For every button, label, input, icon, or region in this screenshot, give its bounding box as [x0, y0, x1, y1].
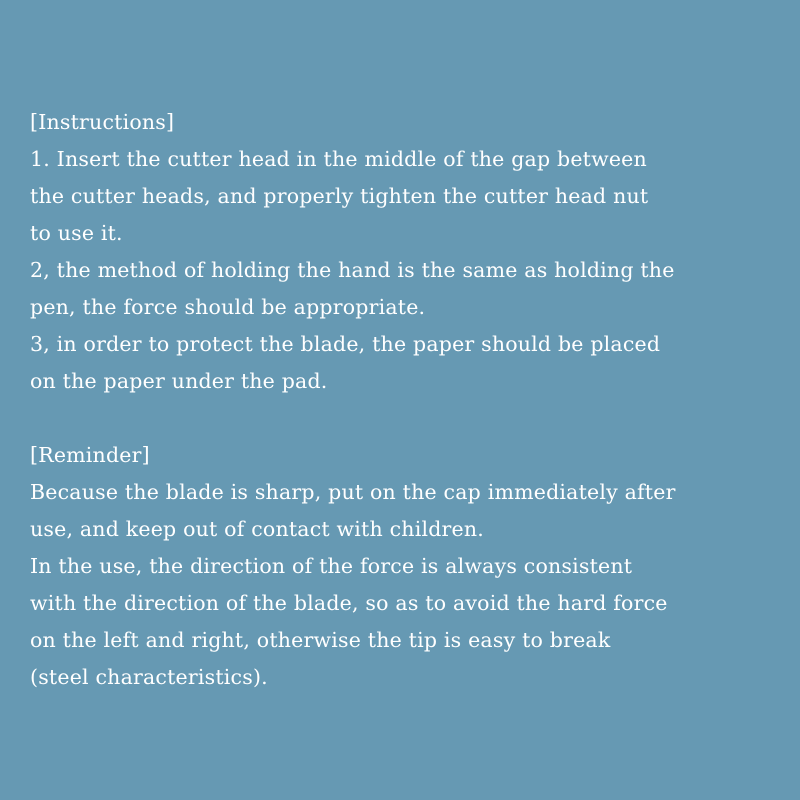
reminder-line: with the direction of the blade, so as to avoid the hard force	[30, 591, 668, 615]
instructions-section	[30, 104, 790, 400]
instructions-line: pen, the force should be appropriate.	[30, 295, 426, 319]
instructions-line: 3, in order to protect the blade, the paper should be placed	[30, 332, 661, 356]
instructions-line: 1. Insert the cutter head in the middle of the gap between	[30, 147, 647, 171]
instructions-line: 2, the method of holding the hand is the same as holding the	[30, 258, 675, 282]
instructions-line: the cutter heads, and properly tighten the cutter head nut	[30, 184, 649, 208]
reminder-heading: [Reminder]	[30, 443, 150, 467]
instructions-line: on the paper under the pad.	[30, 369, 328, 393]
reminder-line: Because the blade is sharp, put on the cap immediately after	[30, 480, 676, 504]
reminder-line: (steel characteristics).	[30, 665, 268, 689]
reminder-line: use, and keep out of contact with children.	[30, 517, 484, 541]
reminder-section	[30, 437, 790, 696]
instructions-line: to use it.	[30, 221, 123, 245]
section-spacer	[30, 400, 790, 437]
document-body	[30, 104, 790, 696]
instructions-heading: [Instructions]	[30, 110, 175, 134]
reminder-line: In the use, the direction of the force is always consistent	[30, 554, 633, 578]
reminder-line: on the left and right, otherwise the tip is easy to break	[30, 628, 611, 652]
